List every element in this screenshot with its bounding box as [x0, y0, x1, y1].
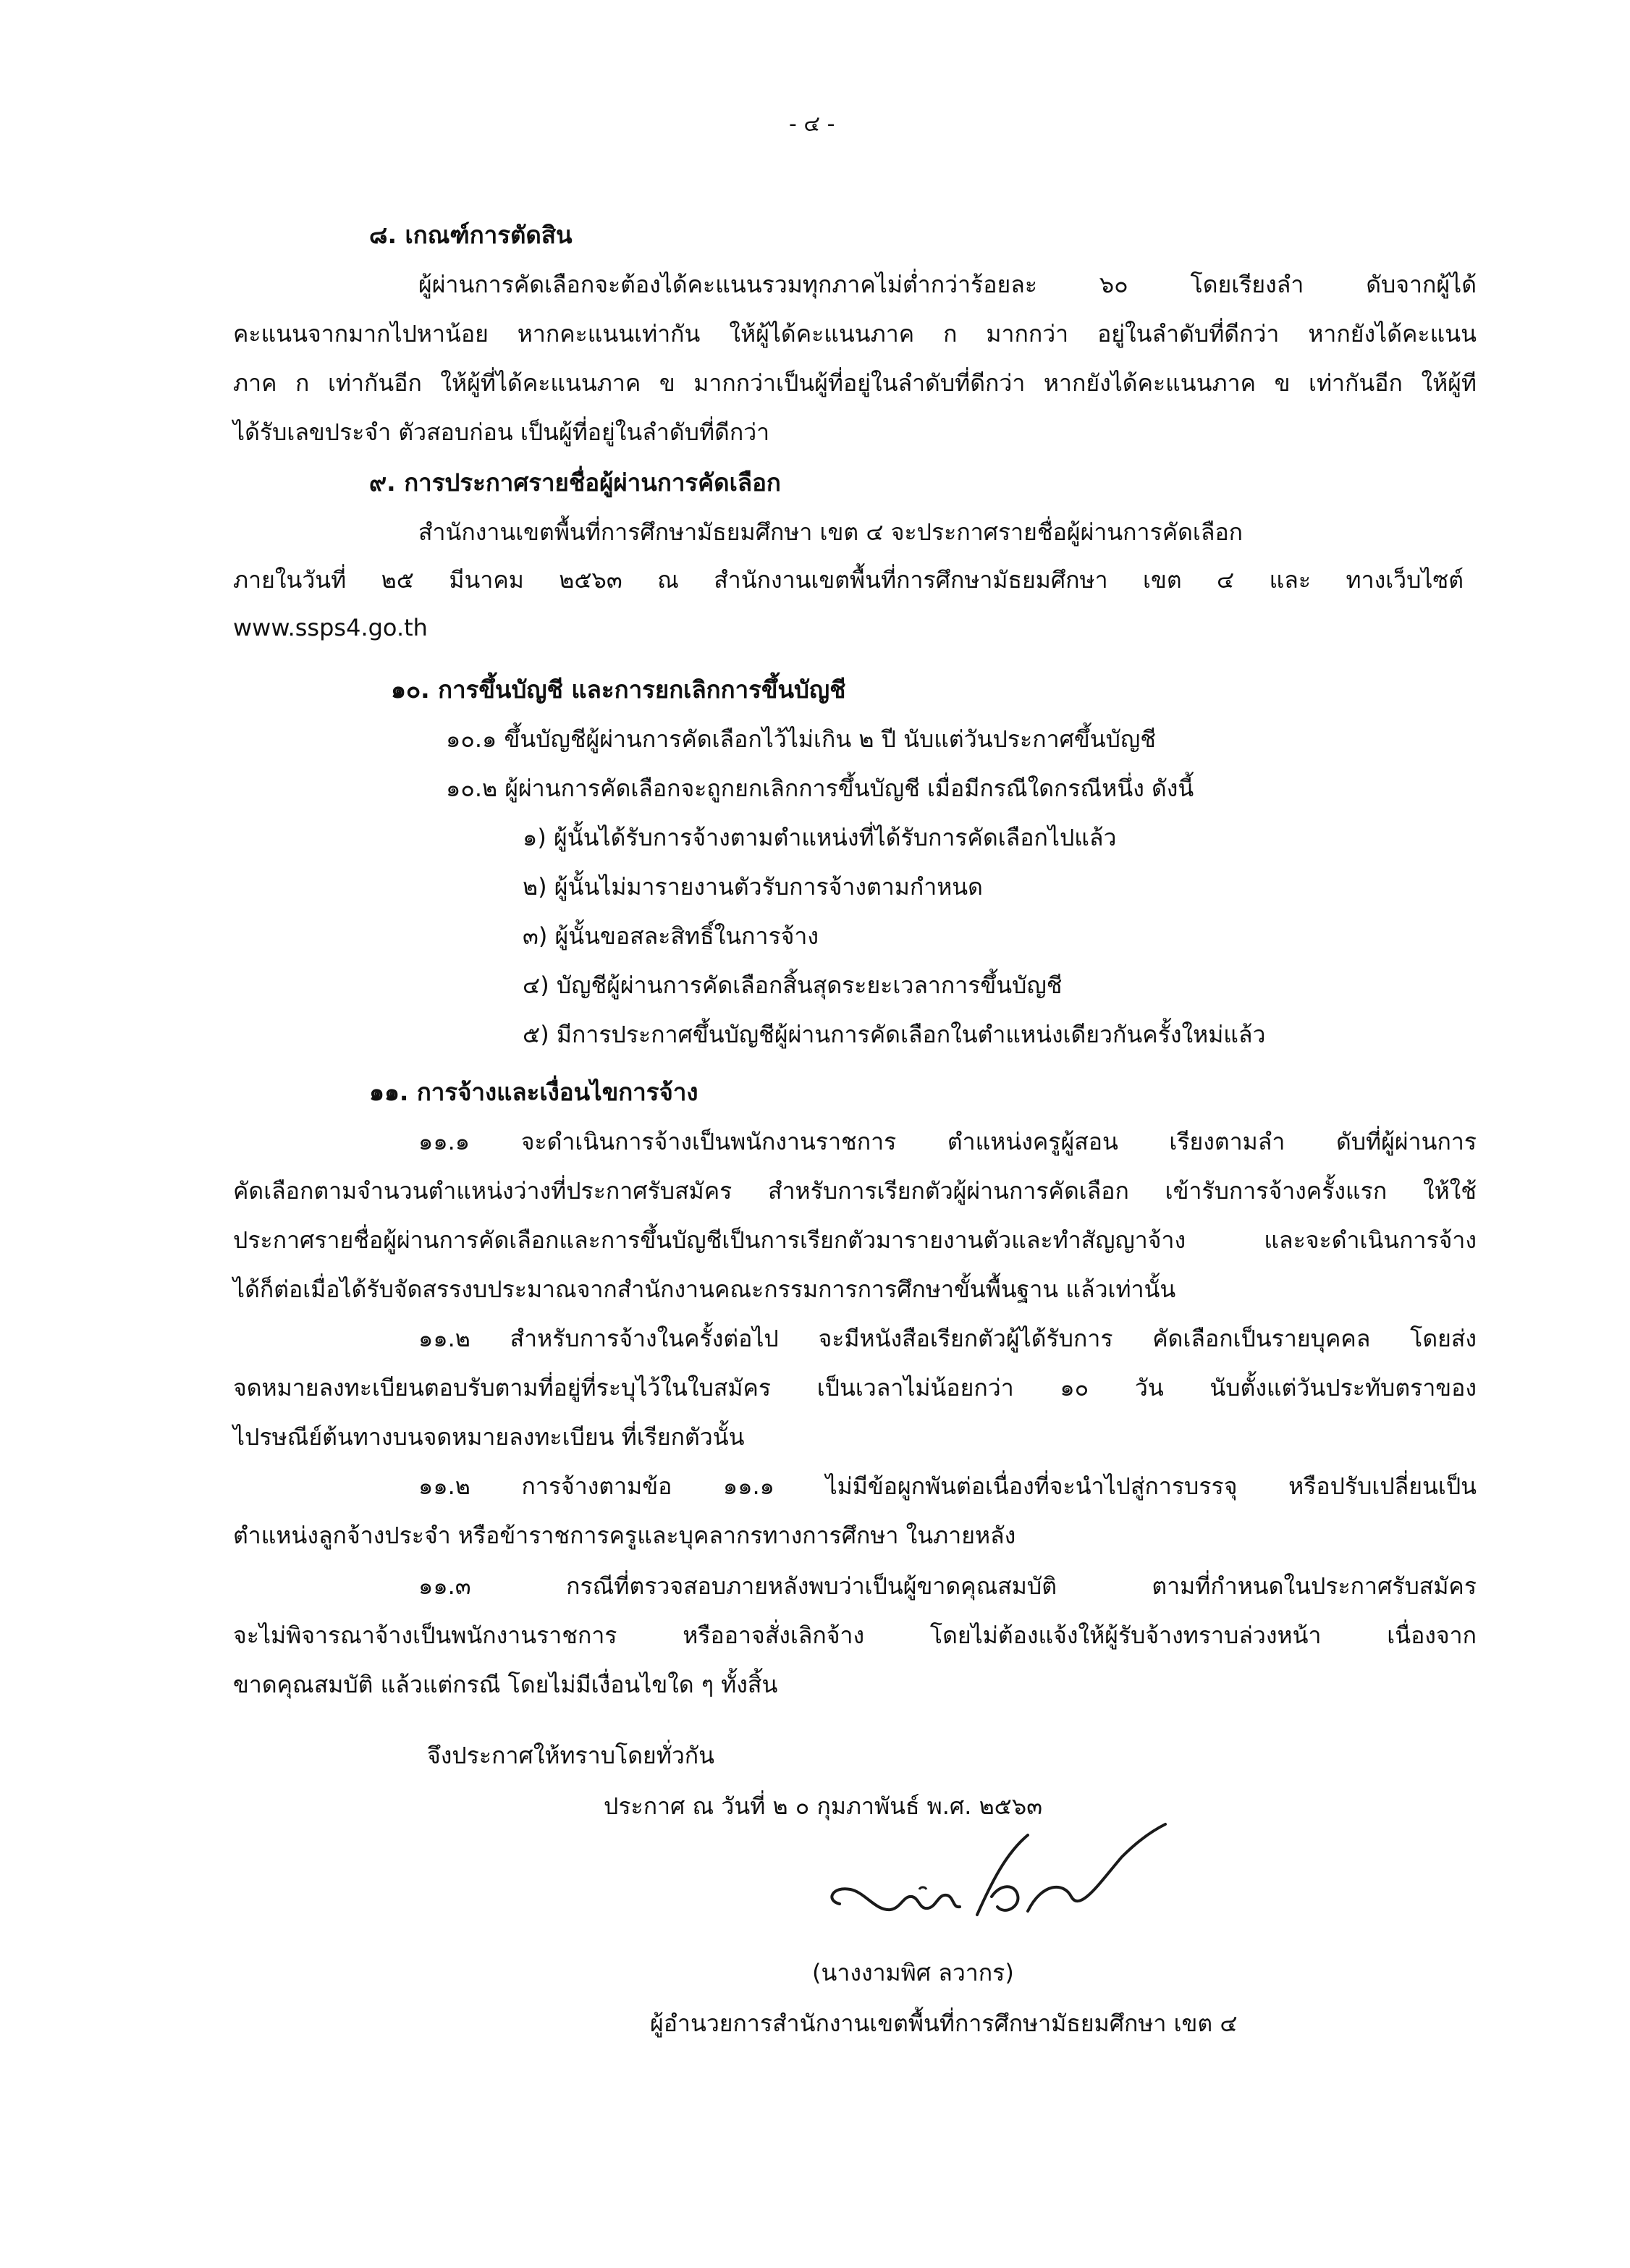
section-8-line-3: ภาค ก เท่ากันอีก ให้ผู้ที่ได้คะแนนภาค ข มากกว่าเป็นผู้ที่อยู่ในลำดับที่ดีกว่า หากยังได้คะแนนภาค ข เท่ากันอีก ให้ผู้ที — [233, 369, 1477, 397]
section-10-sub-item: ๒) ผู้นั้นไม่มารายงานตัวรับการจ้างตามกำหนด — [523, 873, 983, 901]
section-11-p1-line: คัดเลือกตามจำนวนตำแหน่งว่างที่ประกาศรับสมัคร สำหรับการเรียกตัวผู้ผ่านการคัดเลือก เข้ารับการจ้างครั้งแรก ให้ใช้ — [233, 1177, 1477, 1205]
section-9-line-2: ภายในวันที่ ๒๕ มีนาคม ๒๕๖๓ ณ สำนักงานเขตพื้นที่การศึกษามัธยมศึกษา เขต ๔ และ ทางเว็บไซต์ — [233, 566, 1464, 594]
announcement-date: ประกาศ ณ วันที่ ๒ ๐ กุมภาพันธ์ พ.ศ. ๒๕๖๓ — [604, 1792, 1043, 1820]
section-8-heading: ๘. เกณฑ์การตัดสิน — [369, 221, 573, 249]
section-11-p2-line: จดหมายลงทะเบียนตอบรับตามที่อยู่ที่ระบุไว้ในใบสมัคร เป็นเวลาไม่น้อยกว่า ๑๐ วัน นับตั้งแต่วันประทับตราของ — [233, 1374, 1477, 1401]
section-10-heading: ๑๐. การขึ้นบัญชี และการยกเลิกการขึ้นบัญชี — [391, 675, 846, 704]
section-10-sub-item: ๓) ผู้นั้นขอสละสิทธิ์ในการจ้าง — [523, 922, 819, 950]
section-9-line-1: สำนักงานเขตพื้นที่การศึกษามัธยมศึกษา เขต ๔ จะประกาศรายชื่อผู้ผ่านการคัดเลือก — [418, 518, 1243, 546]
section-8-line-4: ได้รับเลขประจำ ตัวสอบก่อน เป็นผู้ที่อยู่ในลำดับที่ดีกว่า — [233, 418, 770, 446]
section-10-item-2: ๑๐.๒ ผู้ผ่านการคัดเลือกจะถูกยกเลิกการขึ้นบัญชี เมื่อมีกรณีใดกรณีหนึ่ง ดังนี้ — [446, 775, 1194, 802]
section-11-p2-line: ๑๑.๒ สำหรับการจ้างในครั้งต่อไป จะมีหนังสือเรียกตัวผู้ได้รับการ คัดเลือกเป็นรายบุคคล โดยส่ง — [418, 1325, 1477, 1352]
section-8-line-2: คะแนนจากมากไปหาน้อย หากคะแนนเท่ากัน ให้ผู้ได้คะแนนภาค ก มากกว่า อยู่ในลำดับที่ดีกว่า หากยังได้คะแนน — [233, 320, 1477, 347]
section-11-p4-line: ขาดคุณสมบัติ แล้วแต่กรณี โดยไม่มีเงื่อนไขใด ๆ ทั้งสิ้น — [233, 1671, 778, 1698]
section-11-p3-line: ๑๑.๒ การจ้างตามข้อ ๑๑.๑ ไม่มีข้อผูกพันต่อเนื่องที่จะนำไปสู่การบรรจุ หรือปรับเปลี่ยนเป็น — [418, 1472, 1477, 1500]
section-11-p1-line: ได้ก็ต่อเมื่อได้รับจัดสรรงบประมาณจากสำนักงานคณะกรรมการการศึกษาขั้นพื้นฐาน แล้วเท่านั้น — [233, 1276, 1176, 1303]
section-11-p4-line: จะไม่พิจารณาจ้างเป็นพนักงานราชการ หรืออาจสั่งเลิกจ้าง โดยไม่ต้องแจ้งให้ผู้รับจ้างทราบล่วงหน้า เนื่องจาก — [233, 1622, 1477, 1649]
signer-title: ผู้อำนวยการสำนักงานเขตพื้นที่การศึกษามัธยมศึกษา เขต ๔ — [650, 2010, 1238, 2037]
section-11-p4-line: ๑๑.๓ กรณีที่ตรวจสอบภายหลังพบว่าเป็นผู้ขาดคุณสมบัติ ตามที่กำหนดในประกาศรับสมัคร — [418, 1572, 1477, 1600]
section-10-sub-item: ๕) มีการประกาศขึ้นบัญชีผู้ผ่านการคัดเลือกในตำแหน่งเดียวกันครั้งใหม่แล้ว — [523, 1021, 1266, 1048]
section-10-sub-item: ๔) บัญชีผู้ผ่านการคัดเลือกสิ้นสุดระยะเวลาการขึ้นบัญชี — [523, 971, 1063, 999]
section-11-p1-line: ประกาศรายชื่อผู้ผ่านการคัดเลือกและการขึ้นบัญชีเป็นการเรียกตัวมารายงานตัวและทำสัญญาจ้าง และจะดำเนินการจ้าง — [233, 1226, 1477, 1254]
section-10-item-1: ๑๐.๑ ขึ้นบัญชีผู้ผ่านการคัดเลือกไว้ไม่เกิน ๒ ปี นับแต่วันประกาศขึ้นบัญชี — [446, 725, 1156, 753]
signature-image — [811, 1817, 1187, 1962]
section-11-heading: ๑๑. การจ้างและเงื่อนไขการจ้าง — [369, 1078, 698, 1106]
section-11-p2-line: ไปรษณีย์ต้นทางบนจดหมายลงทะเบียน ที่เรียกตัวนั้น — [233, 1423, 745, 1451]
page-number: - ๔ - — [789, 111, 835, 137]
section-11-p1-line: ๑๑.๑ จะดำเนินการจ้างเป็นพนักงานราชการ ตำแหน่งครูผู้สอน เรียงตามลำ ดับที่ผู้ผ่านการ — [418, 1128, 1477, 1155]
section-8-line-1: ผู้ผ่านการคัดเลือกจะต้องได้คะแนนรวมทุกภาคไม่ต่ำกว่าร้อยละ ๖๐ โดยเรียงลำ ดับจากผู้ได้ — [418, 271, 1477, 298]
signer-name: (นางงามพิศ ลวากร) — [812, 1959, 1014, 1986]
section-9-heading: ๙. การประกาศรายชื่อผู้ผ่านการคัดเลือก — [369, 468, 781, 497]
announcement-closing: จึงประกาศให้ทราบโดยทั่วกัน — [427, 1742, 715, 1769]
section-10-sub-item: ๑) ผู้นั้นได้รับการจ้างตามตำแหน่งที่ได้รับการคัดเลือกไปแล้ว — [523, 824, 1117, 851]
section-9-website: www.ssps4.go.th — [233, 614, 428, 641]
section-11-p3-line: ตำแหน่งลูกจ้างประจำ หรือข้าราชการครูและบุคลากรทางการศึกษา ในภายหลัง — [233, 1522, 1016, 1549]
